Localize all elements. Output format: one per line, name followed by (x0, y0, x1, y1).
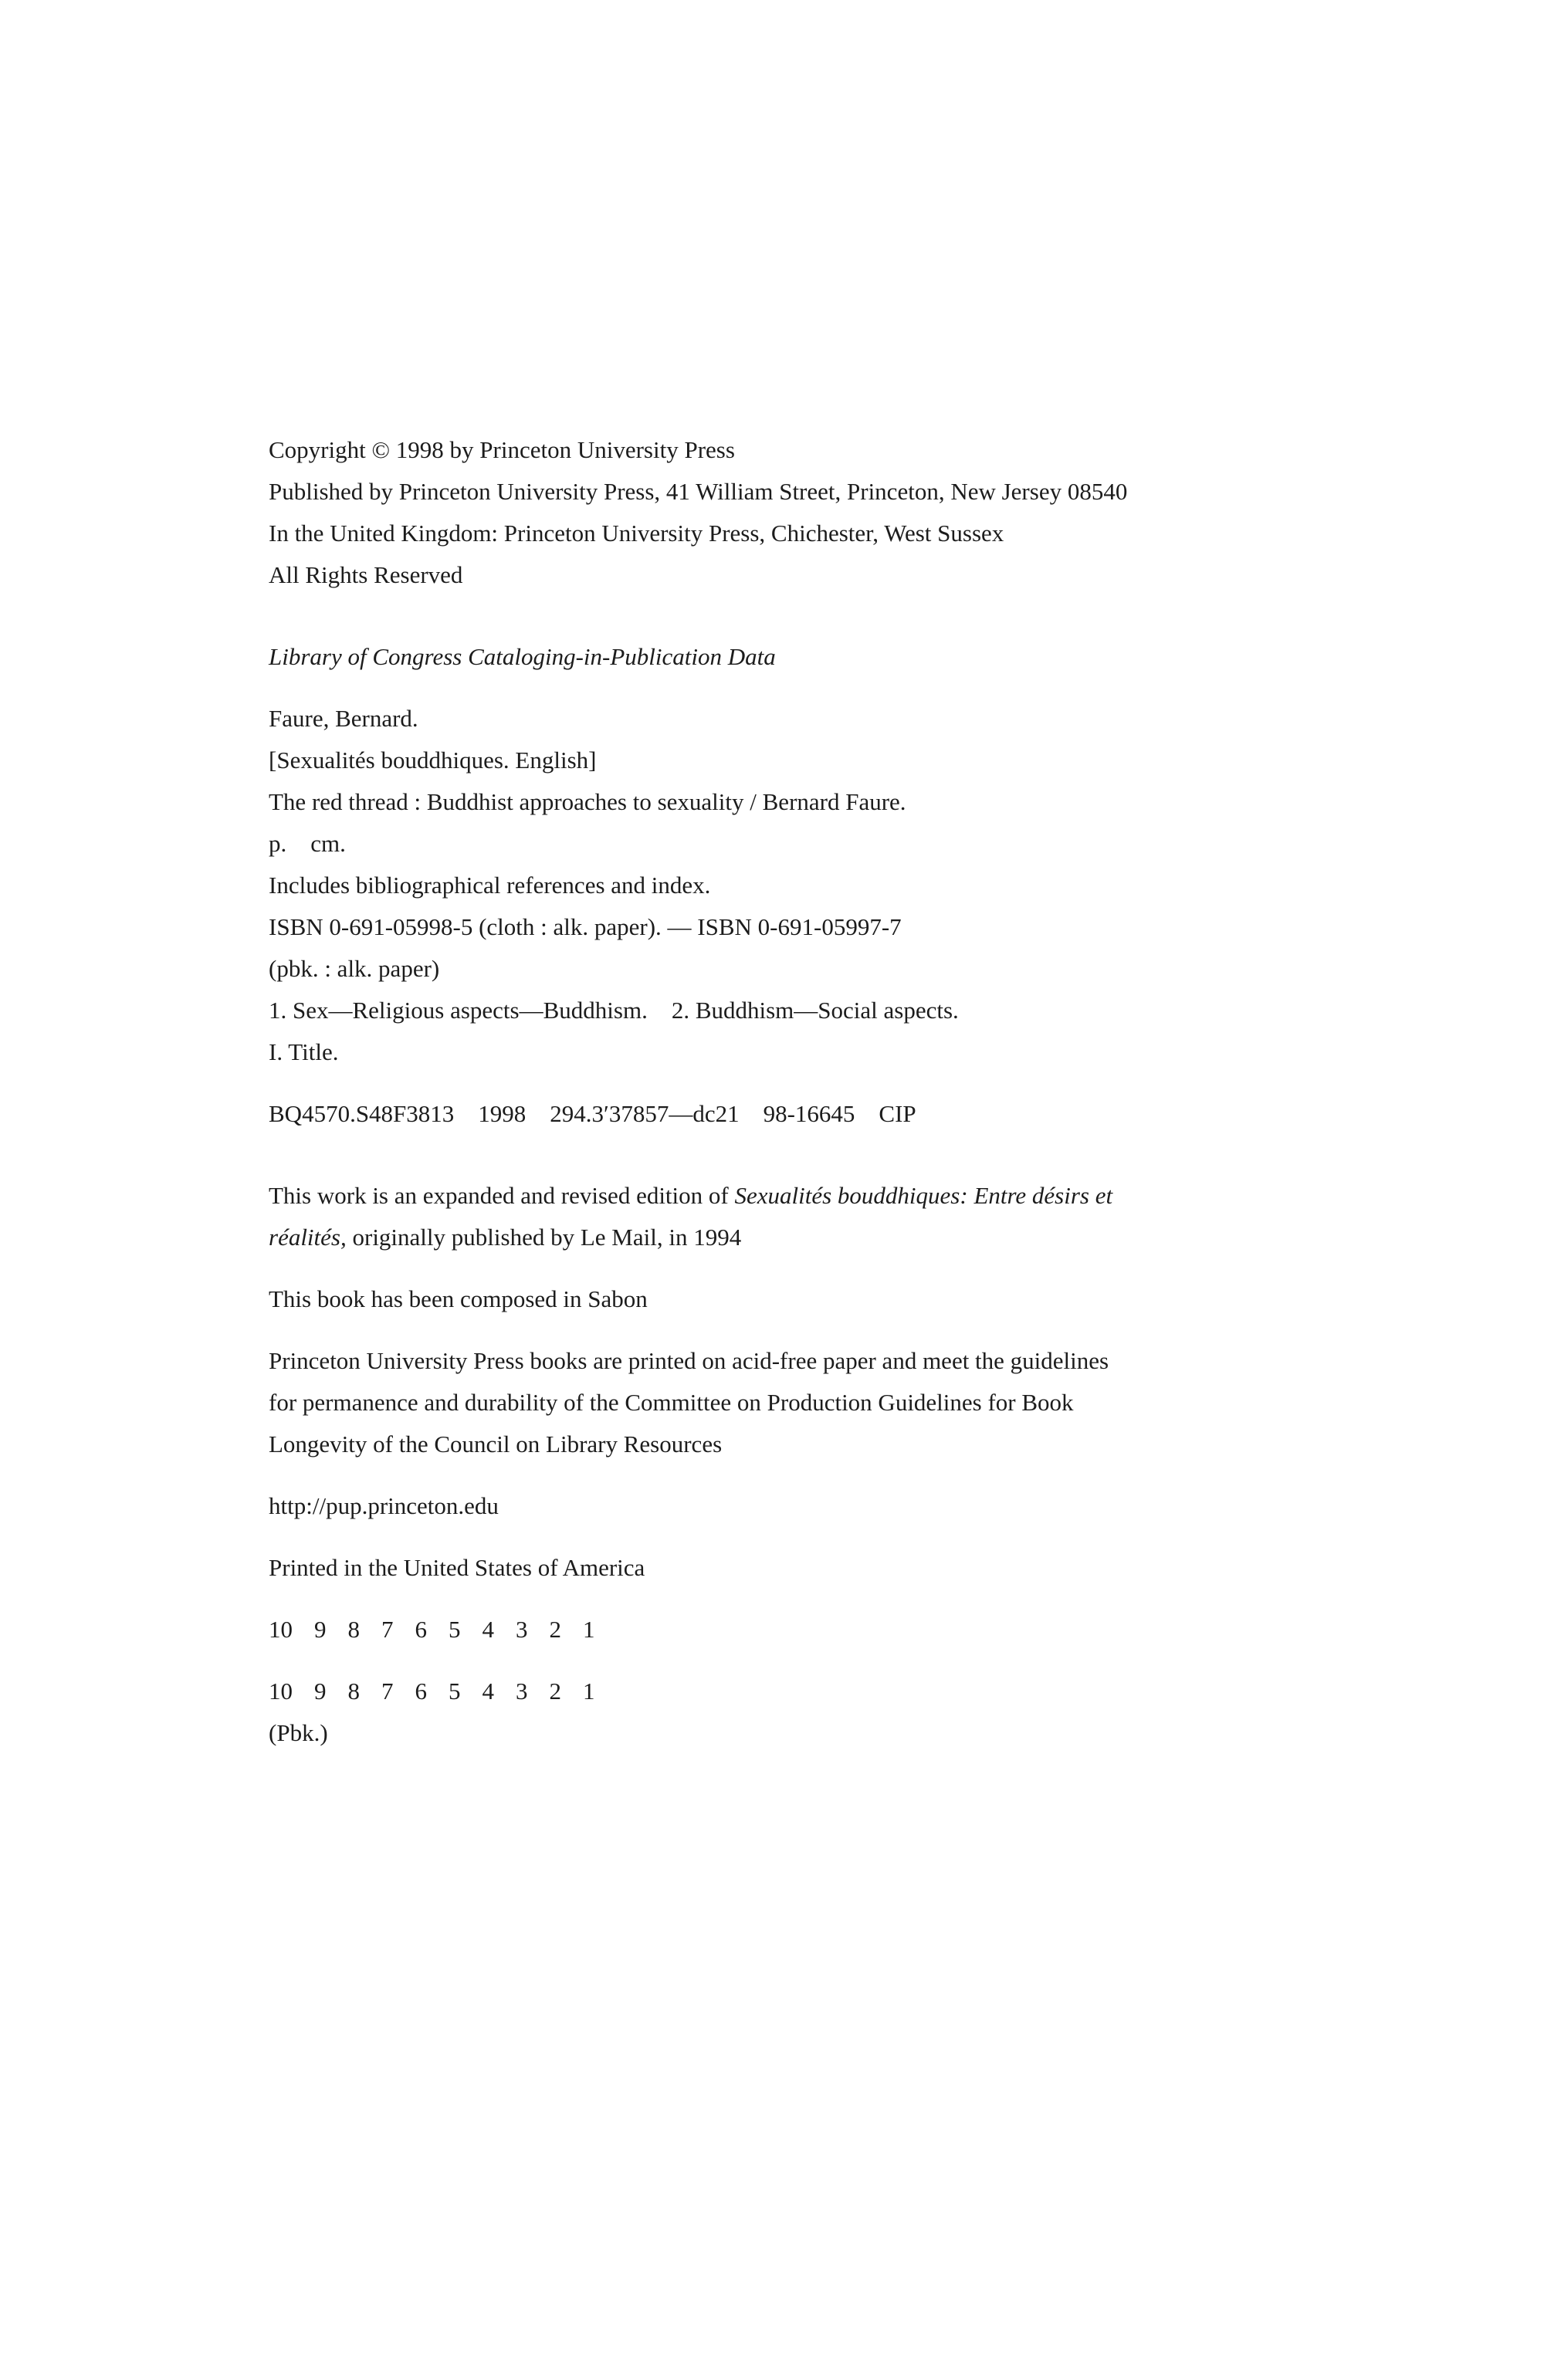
print-number: 2 (549, 1678, 561, 1705)
print-number: 3 (516, 1616, 528, 1643)
composition-note: This book has been composed in Sabon (269, 1285, 648, 1312)
paper-note-line: for permanence and durability of the Committee on Production Guidelines for Book (269, 1389, 1074, 1416)
print-number: 10 (269, 1616, 293, 1643)
edition-prefix: This work is an expanded and revised edition of (269, 1182, 735, 1209)
print-number: 5 (449, 1616, 461, 1643)
print-number: 4 (482, 1616, 494, 1643)
cip-isbn-qualifier: (pbk. : alk. paper) (269, 955, 440, 982)
cip-uniform-title: [Sexualités bouddhiques. English] (269, 747, 597, 774)
print-number: 7 (381, 1616, 394, 1643)
print-run-paperback (269, 1671, 1303, 1712)
print-number: 9 (314, 1616, 327, 1643)
publisher-line: Published by Princeton University Press, 41 William Street, Princeton, New Jersey 08540 (269, 478, 1128, 505)
print-number: 8 (347, 1678, 360, 1705)
paper-note-line: Longevity of the Council on Library Resources (269, 1430, 723, 1457)
cip-title: The red thread : Buddhist approaches to sexuality / Bernard Faure. (269, 788, 906, 815)
edition-original-title-cont: réalités, (269, 1224, 347, 1251)
rights-line: All Rights Reserved (269, 561, 463, 588)
print-number: 8 (347, 1616, 360, 1643)
cip-added-entry: I. Title. (269, 1038, 339, 1065)
cip-notes: Includes bibliographical references and index. (269, 872, 711, 899)
print-number: 7 (381, 1678, 394, 1705)
edition-note (269, 1175, 1303, 1258)
print-number: 5 (449, 1678, 461, 1705)
print-number: 2 (549, 1616, 561, 1643)
cip-author: Faure, Bernard. (269, 705, 418, 732)
copyright-page (269, 429, 1303, 1754)
cip-physical: p. cm. (269, 830, 346, 857)
edition-suffix: originally published by Le Mail, in 1994 (346, 1224, 742, 1251)
paper-note-line: Princeton University Press books are printed on acid-free paper and meet the guidelines (269, 1347, 1109, 1374)
cip-subjects: 1. Sex—Religious aspects—Buddhism. 2. Buddhism—Social aspects. (269, 997, 959, 1024)
print-number: 4 (482, 1678, 494, 1705)
cip-isbn: ISBN 0-691-05998-5 (cloth : alk. paper). — ISBN 0-691-05997-7 (269, 913, 902, 940)
website-url: http://pup.princeton.edu (269, 1492, 499, 1519)
paperback-label: (Pbk.) (269, 1719, 328, 1746)
copyright-line: Copyright © 1998 by Princeton University Press (269, 436, 735, 463)
print-number: 10 (269, 1678, 293, 1705)
cip-heading: Library of Congress Cataloging-in-Publication Data (269, 643, 776, 670)
print-number: 9 (314, 1678, 327, 1705)
print-number: 6 (415, 1678, 427, 1705)
print-number: 3 (516, 1678, 528, 1705)
printed-in: Printed in the United States of America (269, 1554, 645, 1581)
edition-original-title: Sexualités bouddhiques: Entre désirs et (734, 1182, 1113, 1209)
cip-classification: BQ4570.S48F3813 1998 294.3′37857—dc21 98-16645 CIP (269, 1100, 916, 1127)
print-number: 1 (583, 1616, 595, 1643)
cip-record (269, 698, 1303, 1135)
print-number: 6 (415, 1616, 427, 1643)
print-number: 1 (583, 1678, 595, 1705)
print-run-cloth (269, 1609, 1303, 1650)
uk-publisher-line: In the United Kingdom: Princeton University Press, Chichester, West Sussex (269, 520, 1004, 547)
paper-note (269, 1340, 1303, 1465)
